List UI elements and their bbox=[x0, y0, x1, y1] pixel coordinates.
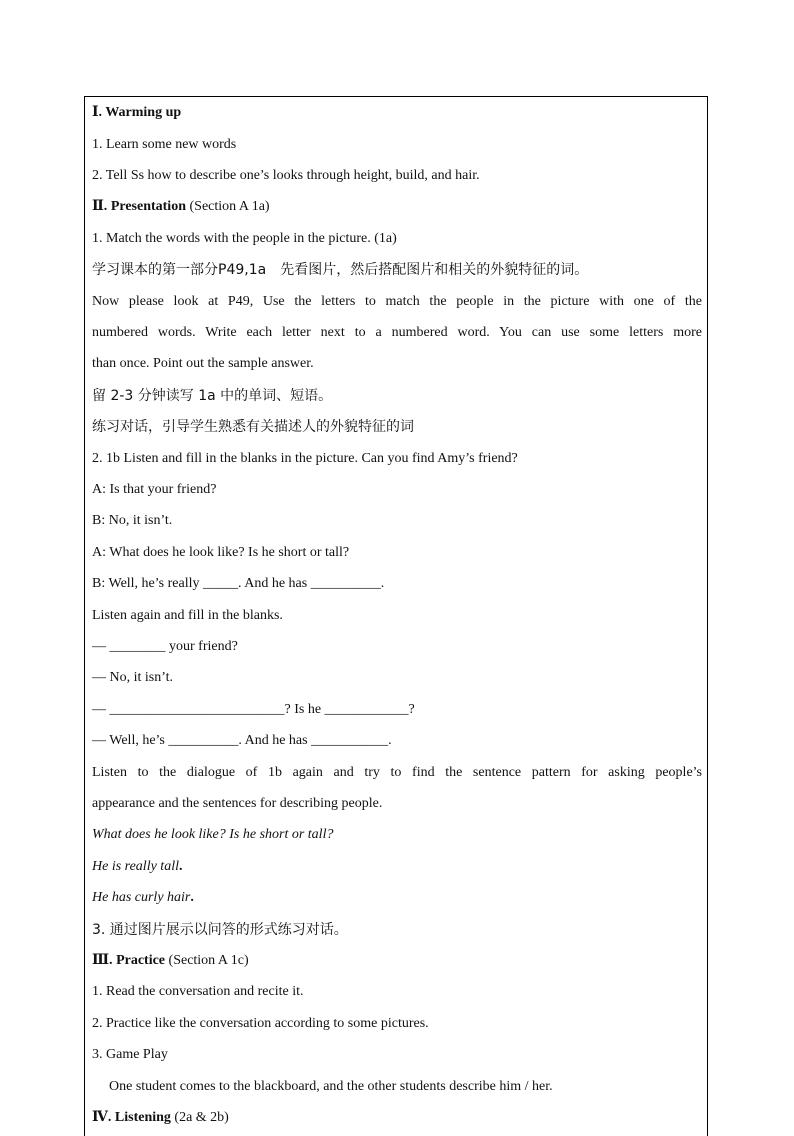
text-line: Listen again and fill in the blanks. bbox=[92, 608, 283, 623]
text-line: appearance and the sentences for describing people. bbox=[92, 796, 383, 811]
example-sentence: What does he look like? Is he short or tall? bbox=[92, 827, 334, 842]
section-warming-up-heading: Ⅰ. Warming up bbox=[92, 105, 182, 120]
example-sentence: He has curly hair. bbox=[92, 890, 194, 905]
text-line: 2. 1b Listen and fill in the blanks in the picture. Can you find Amy’s friend? bbox=[92, 451, 518, 466]
dialogue-line: — No, it isn’t. bbox=[92, 670, 174, 685]
text-line: 3. Game Play bbox=[92, 1047, 168, 1062]
dialogue-line: A: What does he look like? Is he short or tall? bbox=[92, 545, 350, 560]
dialogue-line: B: Well, he’s really _____. And he has __________. bbox=[92, 576, 385, 591]
text-line: 2. Practice like the conversation according to some pictures. bbox=[92, 1016, 429, 1031]
dialogue-line: — Well, he’s __________. And he has ___________. bbox=[92, 733, 392, 748]
text-line: 1. Match the words with the people in the picture. (1a) bbox=[92, 231, 397, 246]
text-line: than once. Point out the sample answer. bbox=[92, 356, 314, 371]
text-line: numbered words. Write each letter next to a numbered word. You can use some letters more bbox=[92, 325, 702, 340]
section-presentation-heading: Ⅱ. Presentation (Section A 1a) bbox=[92, 199, 270, 214]
dialogue-line: B: No, it isn’t. bbox=[92, 513, 173, 528]
text-line: 1. Learn some new words bbox=[92, 137, 237, 152]
section-listening-heading: Ⅳ. Listening (2a & 2b) bbox=[92, 1110, 229, 1125]
chinese-instruction: 3. 通过图片展示以问答的形式练习对话。 bbox=[92, 922, 348, 938]
chinese-instruction: 练习对话，引导学生熟悉有关描述人的外貌特征的词 bbox=[92, 419, 414, 435]
chinese-instruction: 留 2-3 分钟读写 1a 中的单词、短语。 bbox=[92, 388, 333, 404]
text-line: Now please look at P49, Use the letters to match the people in the picture with one of the bbox=[92, 294, 702, 309]
text-line: 2. Tell Ss how to describe one’s looks through height, build, and hair. bbox=[92, 168, 480, 183]
text-line: 1. Read the conversation and recite it. bbox=[92, 984, 304, 999]
dialogue-line: A: Is that your friend? bbox=[92, 482, 217, 497]
chinese-instruction: 学习课本的第一部分P49,1a 先看图片，然后搭配图片和相关的外貌特征的词。 bbox=[92, 262, 589, 278]
example-sentence: He is really tall. bbox=[92, 859, 183, 874]
dialogue-line: — ________ your friend? bbox=[92, 639, 238, 654]
dialogue-line: — _________________________? Is he ____________? bbox=[92, 702, 415, 717]
text-line: One student comes to the blackboard, and the other students describe him / her. bbox=[109, 1079, 553, 1094]
text-line: Listen to the dialogue of 1b again and try to find the sentence pattern for asking people’s bbox=[92, 765, 702, 780]
section-practice-heading: Ⅲ. Practice (Section A 1c) bbox=[92, 953, 249, 968]
